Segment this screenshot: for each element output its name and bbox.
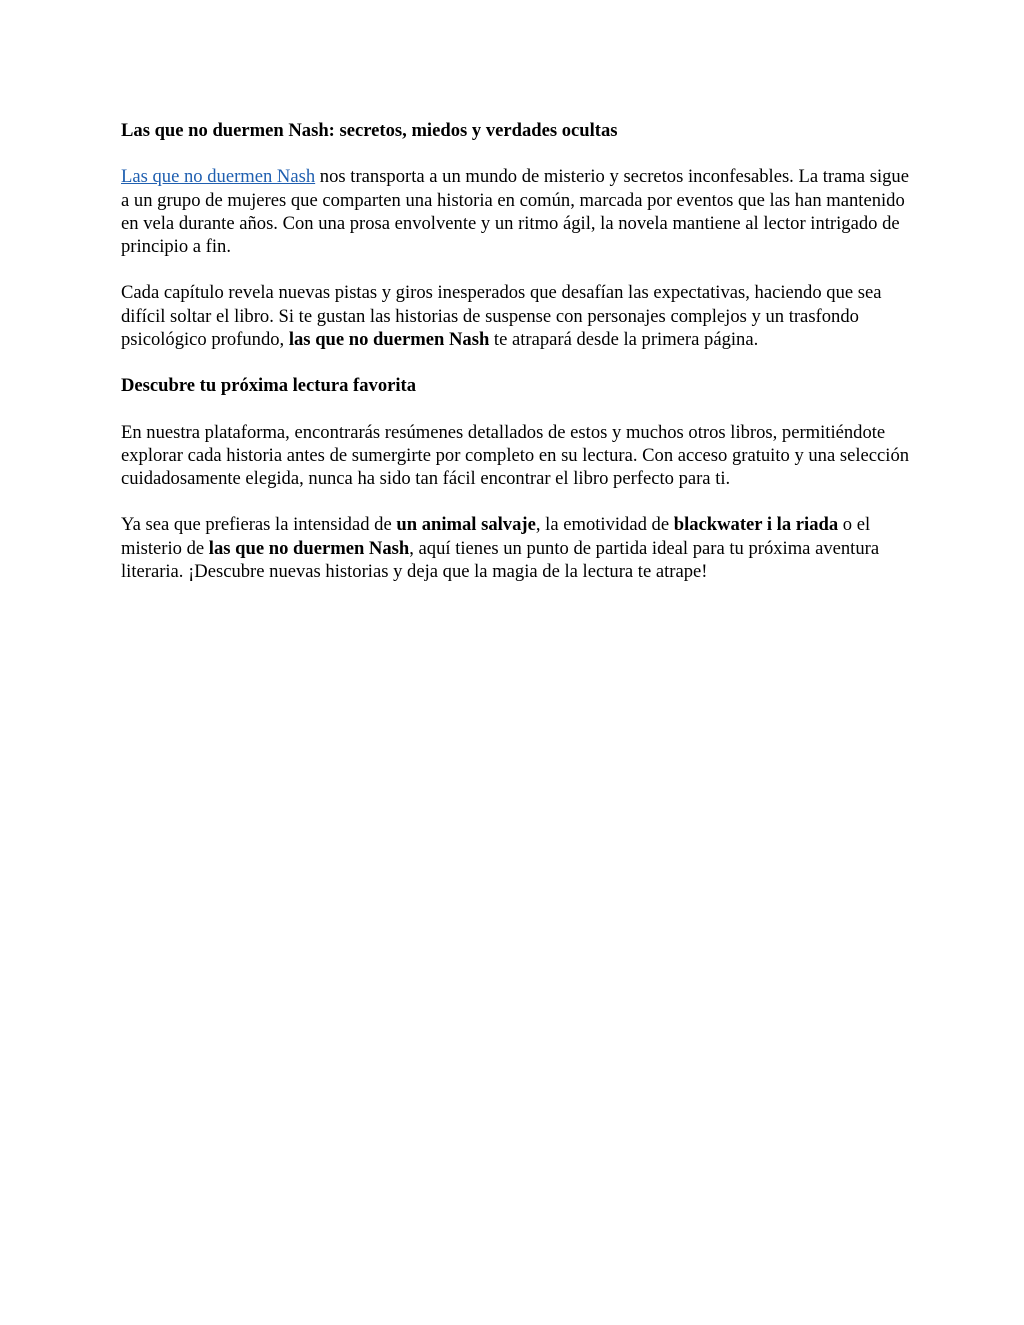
paragraph-closing-b1: un animal salvaje bbox=[396, 514, 536, 536]
spacer bbox=[121, 397, 911, 420]
paragraph-closing bbox=[121, 513, 911, 583]
paragraph-closing-b2: blackwater i la riada bbox=[673, 514, 839, 536]
spacer bbox=[121, 142, 911, 165]
paragraph-chapters-text-after: te atrapará desde la primera página. bbox=[489, 328, 759, 350]
spacer bbox=[121, 258, 911, 281]
spacer bbox=[121, 351, 911, 374]
document-page bbox=[121, 119, 911, 583]
paragraph-closing-t3: o el misterio de bbox=[121, 514, 871, 559]
paragraph-closing-t4: , aquí tienes un punto de partida ideal para tu próxima aventura literaria. ¡Descubre nuevas historias y deja que la magia de la lectura te atrape! bbox=[121, 537, 880, 582]
paragraph-intro bbox=[121, 165, 911, 258]
paragraph-platform: En nuestra plataforma, encontrarás resúmenes detallados de estos y muchos otros libros, permitiéndote explorar cada historia antes de sumergirte por completo en su lectura. Con acceso gratuito y una selección cuidadosamente elegida, nunca ha sido tan fácil encontrar el libro perfecto para ti. bbox=[121, 421, 910, 489]
paragraph-chapters-bold: las que no duermen Nash bbox=[288, 328, 490, 350]
paragraph-closing-b3: las que no duermen Nash bbox=[208, 537, 410, 559]
paragraph-intro-text: nos transporta a un mundo de misterio y secretos inconfesables. La trama sigue a un grupo de mujeres que comparten una historia en común, marcada por eventos que las han mantenido en vela durante años. Con una prosa envolvente y un ritmo ágil, la novela mantiene al lector intrigado de principio a fin. bbox=[121, 166, 909, 257]
paragraph-chapters-text-before: Cada capítulo revela nuevas pistas y giros inesperados que desafían las expectativas, haciendo que sea difícil soltar el libro. Si te gustan las historias de suspense con personajes complejos y un trasfondo psicológico profundo, bbox=[121, 282, 882, 350]
paragraph-chapters bbox=[121, 281, 911, 351]
paragraph-closing-t1: Ya sea que prefieras la intensidad de bbox=[121, 514, 397, 536]
spacer bbox=[121, 490, 911, 513]
article-title: Las que no duermen Nash: secretos, miedos y verdades ocultas bbox=[121, 120, 618, 141]
section-subheading: Descubre tu próxima lectura favorita bbox=[121, 375, 417, 397]
paragraph-closing-t2: , la emotividad de bbox=[535, 514, 674, 536]
book-link[interactable]: Las que no duermen Nash bbox=[121, 166, 316, 188]
